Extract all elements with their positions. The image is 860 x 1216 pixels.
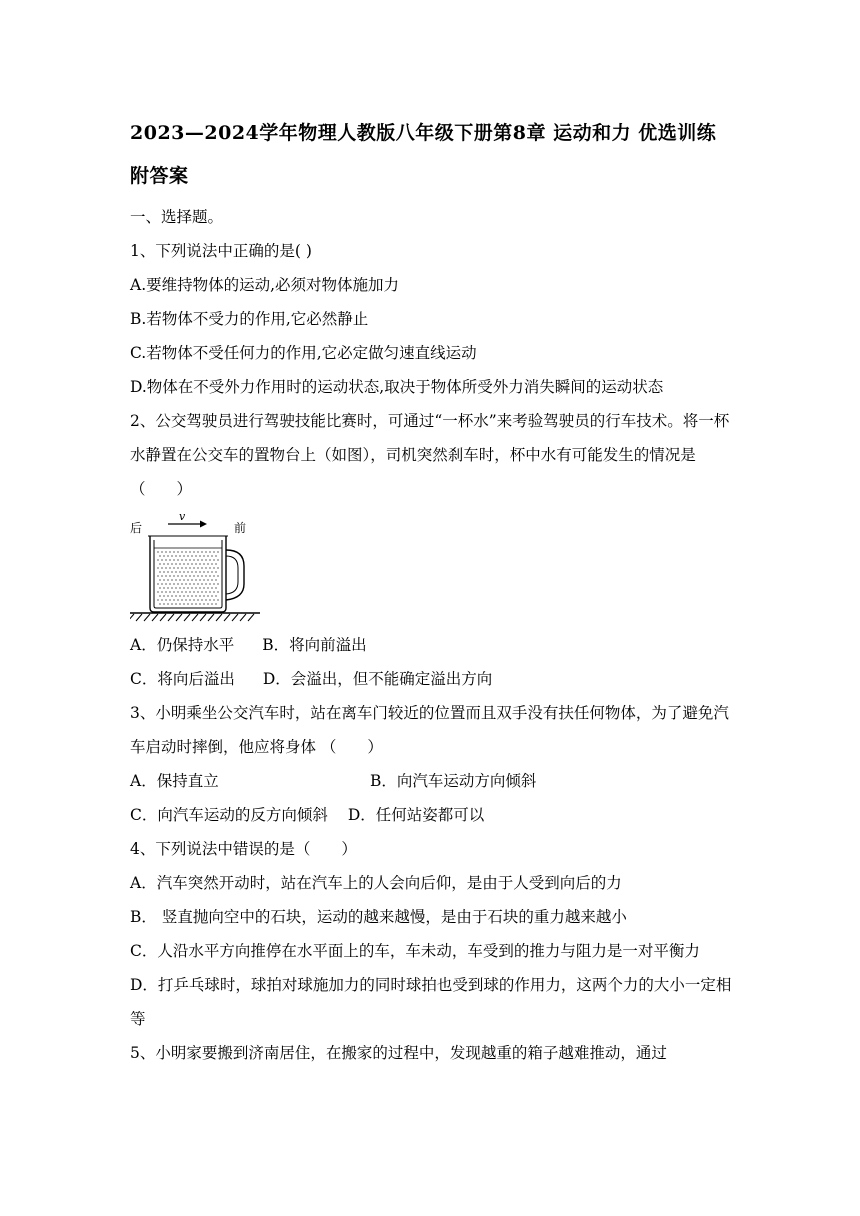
q4-stem: 4、下列说法中错误的是（ ） <box>130 840 357 858</box>
q4-option-a: A．汽车突然开动时，站在汽车上的人会向后仰，是由于人受到向后的力 <box>130 874 622 892</box>
q1-option-b: B.若物体不受力的作用,它必然静止 <box>130 310 369 328</box>
q3-option-a: A．保持直立 <box>130 772 219 790</box>
q3-stem: 3、小明乘坐公交汽车时，站在离车门较近的位置而且双手没有扶任何物体，为了避免汽车启动时摔倒，他应将身体 （ ） <box>130 704 729 756</box>
q3-option-d: D．任何站姿都可以 <box>347 806 485 824</box>
figure-label-rear: 后 <box>130 521 143 535</box>
q2-options-row1 <box>130 628 740 662</box>
velocity-label: v <box>179 510 186 523</box>
q2-option-c: C．将向后溢出 <box>130 670 235 688</box>
document-body <box>130 112 740 1070</box>
ground-hatching <box>130 614 254 621</box>
q2-option-d: D．会溢出，但不能确定溢出方向 <box>262 670 493 688</box>
q1-option-d: D.物体在不受外力作用时的运动状态,取决于物体所受外力消失瞬间的运动状态 <box>130 378 664 396</box>
q3-option-b: B．向汽车运动方向倾斜 <box>370 772 537 790</box>
velocity-arrow-head <box>200 521 207 528</box>
q3-options-row2 <box>130 798 740 832</box>
water-pattern <box>157 551 218 604</box>
figure-label-front: 前 <box>234 521 247 535</box>
cup-on-bus-figure <box>130 510 260 622</box>
q1-option-a: A.要维持物体的运动,必须对物体施加力 <box>130 276 400 294</box>
cup-handle-outer <box>226 550 244 600</box>
cup-handle-inner <box>226 556 238 594</box>
q4-option-b: B． 竖直抛向空中的石块，运动的越来越慢，是由于石块的重力越来越小 <box>130 908 627 926</box>
cup-diagram <box>130 510 260 622</box>
q2-option-a: A．仍保持水平 <box>130 636 235 654</box>
cup-inner-wall <box>154 540 222 608</box>
cup-outer-wall <box>150 536 226 612</box>
q5-stem: 5、小明家要搬到济南居住，在搬家的过程中，发现越重的箱子越难推动，通过 <box>130 1044 667 1062</box>
q2-option-b: B．将向前溢出 <box>262 636 367 654</box>
q1-option-c: C.若物体不受任何力的作用,它必定做匀速直线运动 <box>130 344 477 362</box>
q2-options-row2 <box>130 662 740 696</box>
document-title-line2: 附答案 <box>130 165 189 187</box>
q3-options-row1 <box>130 764 740 798</box>
q4-option-c: C．人沿水平方向推停在水平面上的车，车未动，车受到的推力与阻力是一对平衡力 <box>130 942 700 960</box>
document-title-line1: 2023—2024学年物理人教版八年级下册第8章 运动和力 优选训练 <box>130 122 717 144</box>
section-heading: 一、选择题。 <box>130 208 224 226</box>
q2-stem: 2、公交驾驶员进行驾驶技能比赛时，可通过“一杯水”来考验驾驶员的行车技术。将一杯水静置在公交车的置物台上（如图），司机突然刹车时，杯中水有可能发生的情况是（ ） <box>130 412 730 498</box>
q3-option-c: C．向汽车运动的反方向倾斜 <box>130 806 328 824</box>
q4-option-d: D．打乒乓球时，球拍对球施加力的同时球拍也受到球的作用力，这两个力的大小一定相等 <box>130 976 732 1028</box>
q1-stem: 1、下列说法中正确的是( ) <box>130 242 312 260</box>
